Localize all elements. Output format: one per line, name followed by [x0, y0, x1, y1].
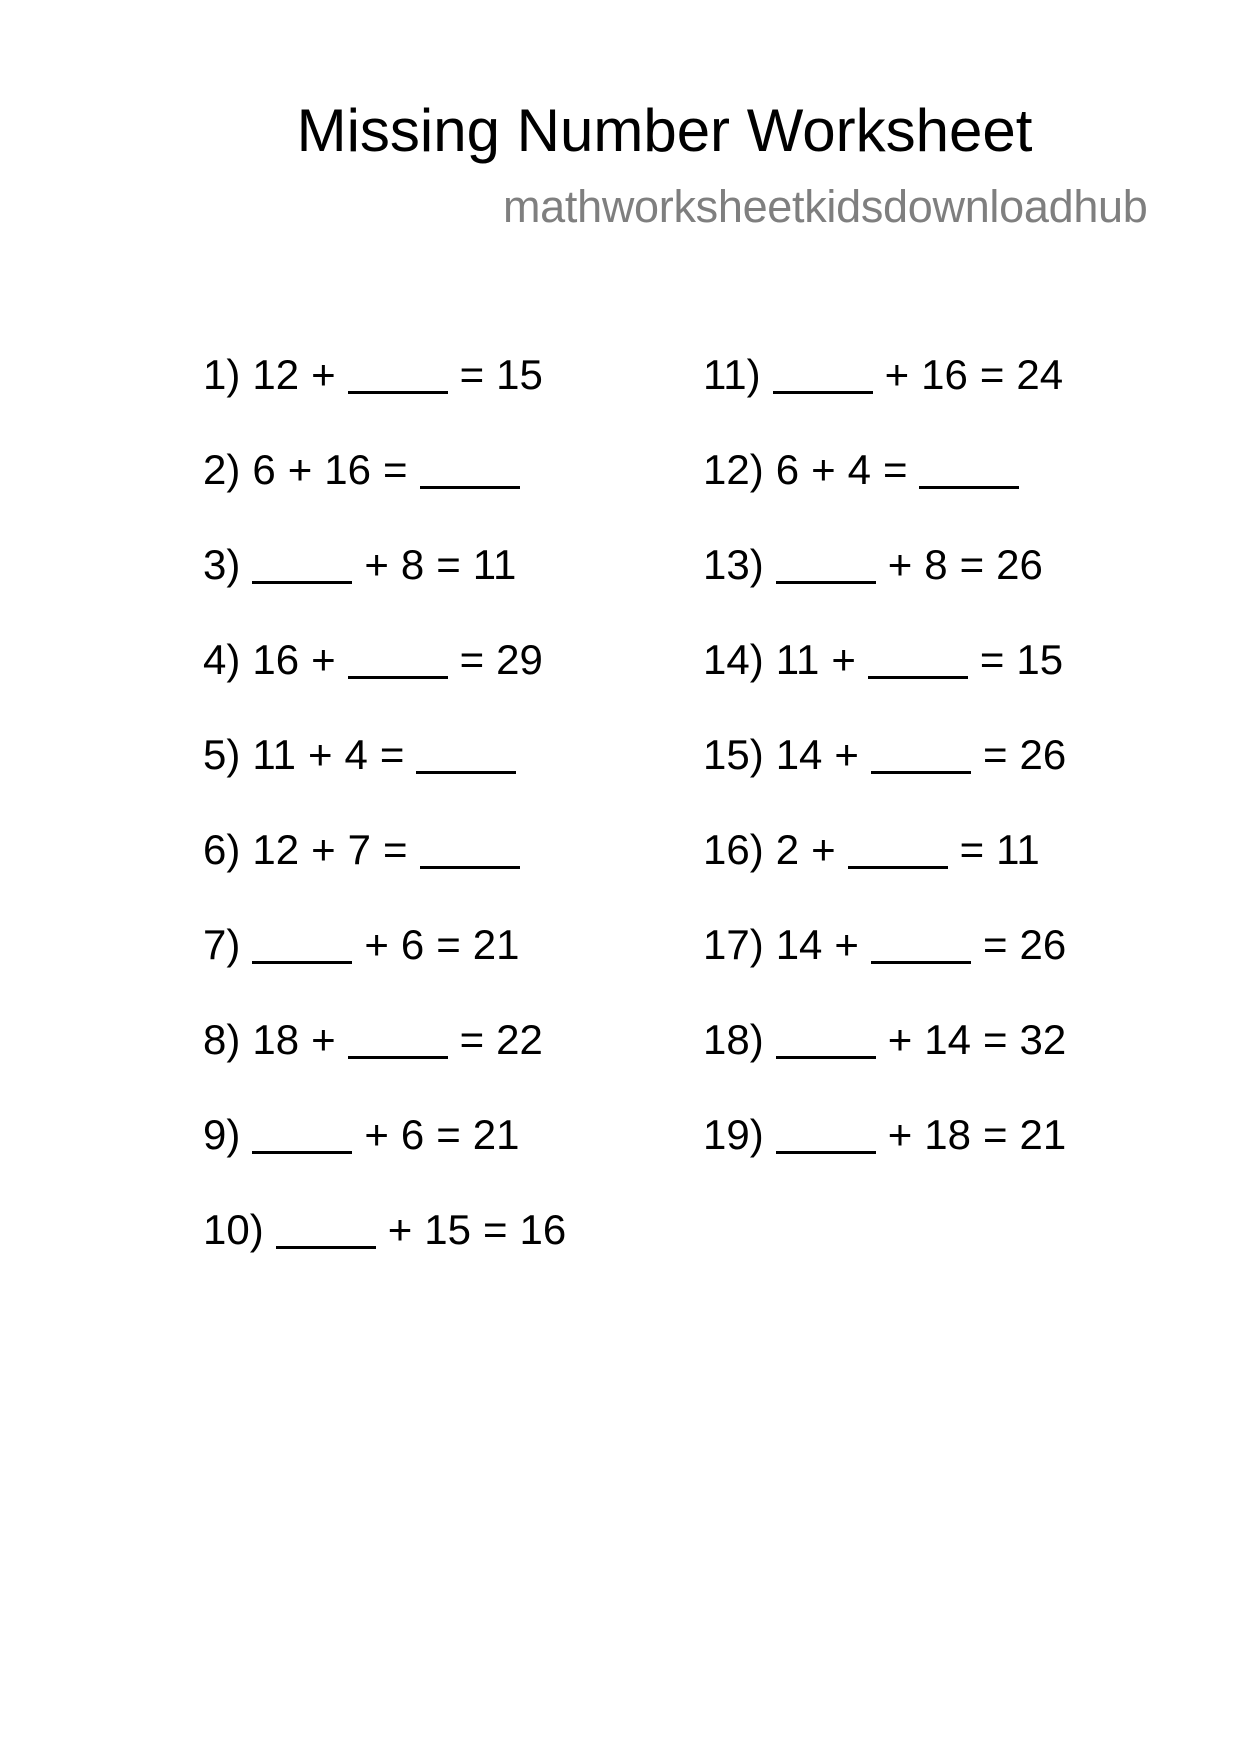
problem-row: [703, 350, 1078, 445]
equals-sign: =: [982, 1016, 1008, 1063]
operand: 16: [921, 351, 968, 398]
operand: 12: [252, 351, 300, 398]
operand: 4: [344, 731, 368, 778]
problem-number: 10): [203, 1206, 264, 1253]
operand: 6: [400, 1111, 425, 1158]
problem-number: 16): [703, 826, 764, 873]
operand: 6: [400, 921, 425, 968]
answer-blank[interactable]: [848, 825, 948, 869]
equals-sign: =: [982, 921, 1008, 968]
operand: 15: [424, 1206, 471, 1253]
operand: 15: [1016, 636, 1064, 683]
equals-sign: =: [459, 636, 485, 683]
answer-blank[interactable]: [871, 920, 971, 964]
answer-blank[interactable]: [420, 825, 520, 869]
plus-sign: +: [307, 731, 333, 778]
plus-sign: +: [831, 636, 856, 683]
operand: 2: [775, 826, 800, 873]
problem-number: 17): [703, 921, 764, 968]
operand: 11: [472, 541, 517, 588]
answer-blank[interactable]: [868, 635, 968, 679]
equals-sign: =: [979, 351, 1005, 398]
answer-blank[interactable]: [773, 350, 873, 394]
problem-row: [203, 1110, 578, 1205]
equals-sign: =: [382, 446, 408, 493]
operand: 7: [347, 826, 371, 873]
problem-number: 2): [203, 446, 241, 493]
answer-blank[interactable]: [276, 1205, 376, 1249]
plus-sign: +: [811, 826, 836, 873]
operand: 6: [252, 446, 276, 493]
problem-row: [203, 445, 578, 540]
problem-number: 3): [203, 541, 241, 588]
problem-column-left: [203, 350, 578, 1300]
plus-sign: +: [387, 1206, 413, 1253]
problem-number: 11): [703, 351, 761, 398]
operand: 21: [472, 1111, 520, 1158]
operand: 32: [1019, 1016, 1067, 1063]
plus-sign: +: [887, 1016, 913, 1063]
equals-sign: =: [382, 826, 408, 873]
problem-row: [203, 1205, 578, 1300]
problem-row: [703, 825, 1078, 920]
problem-row: [703, 1015, 1078, 1110]
answer-blank[interactable]: [252, 1110, 352, 1154]
problem-row: [203, 730, 578, 825]
plus-sign: +: [311, 1016, 336, 1063]
problem-row: [203, 920, 578, 1015]
operand: 8: [400, 541, 425, 588]
plus-sign: +: [887, 1111, 913, 1158]
answer-blank[interactable]: [348, 1015, 448, 1059]
equals-sign: =: [482, 1206, 508, 1253]
problem-number: 14): [703, 636, 764, 683]
operand: 16: [324, 446, 371, 493]
equals-sign: =: [959, 541, 985, 588]
operand: 14: [775, 731, 823, 778]
plus-sign: +: [311, 351, 336, 398]
equals-sign: =: [436, 921, 461, 968]
problem-row: [703, 540, 1078, 635]
answer-blank[interactable]: [348, 350, 448, 394]
operand: 29: [496, 636, 543, 683]
operand: 14: [775, 921, 823, 968]
problem-row: [203, 350, 578, 445]
problem-number: 6): [203, 826, 241, 873]
plus-sign: +: [311, 826, 336, 873]
operand: 11: [996, 826, 1040, 873]
problem-number: 13): [703, 541, 764, 588]
problem-number: 5): [203, 731, 241, 778]
problem-number: 4): [203, 636, 241, 683]
site-watermark: mathworksheetkidsdownloadhub: [503, 181, 1148, 232]
operand: 26: [996, 541, 1043, 588]
plus-sign: +: [287, 446, 313, 493]
problem-number: 1): [203, 351, 241, 398]
problem-row: [703, 445, 1078, 540]
answer-blank[interactable]: [871, 730, 971, 774]
operand: 24: [1016, 351, 1064, 398]
problem-number: 9): [203, 1111, 241, 1158]
answer-blank[interactable]: [776, 1015, 876, 1059]
operand: 11: [775, 636, 820, 683]
operand: 21: [472, 921, 520, 968]
operand: 4: [847, 446, 871, 493]
plus-sign: +: [834, 921, 859, 968]
operand: 14: [924, 1016, 971, 1063]
operand: 26: [1019, 731, 1067, 778]
operand: 16: [252, 636, 300, 683]
equals-sign: =: [979, 636, 1005, 683]
answer-blank[interactable]: [776, 540, 876, 584]
plus-sign: +: [811, 446, 836, 493]
operand: 8: [924, 541, 948, 588]
plus-sign: +: [884, 351, 910, 398]
operand: 26: [1019, 921, 1067, 968]
operand: 11: [252, 731, 296, 778]
answer-blank[interactable]: [252, 540, 352, 584]
equals-sign: =: [436, 1111, 461, 1158]
equals-sign: =: [982, 731, 1008, 778]
problem-row: [703, 920, 1078, 1015]
equals-sign: =: [459, 351, 485, 398]
answer-blank[interactable]: [919, 445, 1019, 489]
problem-number: 18): [703, 1016, 764, 1063]
operand: 18: [924, 1111, 971, 1158]
worksheet-title: Missing Number Worksheet: [296, 97, 1033, 164]
plus-sign: +: [311, 636, 336, 683]
problem-number: 7): [203, 921, 241, 968]
problem-number: 8): [203, 1016, 241, 1063]
operand: 18: [252, 1016, 300, 1063]
problem-row: [703, 730, 1078, 825]
plus-sign: +: [834, 731, 859, 778]
operand: 22: [496, 1016, 543, 1063]
plus-sign: +: [364, 541, 389, 588]
answer-blank[interactable]: [252, 920, 352, 964]
problem-row: [703, 635, 1078, 730]
operand: 21: [1019, 1111, 1067, 1158]
equals-sign: =: [982, 1111, 1008, 1158]
operand: 12: [252, 826, 300, 873]
answer-blank[interactable]: [348, 635, 448, 679]
operand: 6: [775, 446, 800, 493]
operand: 16: [519, 1206, 567, 1253]
problem-row: [703, 1110, 1078, 1205]
problem-row: [203, 1015, 578, 1110]
problem-row: [203, 825, 578, 920]
answer-blank[interactable]: [416, 730, 516, 774]
equals-sign: =: [379, 731, 405, 778]
plus-sign: +: [887, 541, 913, 588]
problem-number: 15): [703, 731, 764, 778]
plus-sign: +: [364, 1111, 389, 1158]
problem-number: 19): [703, 1111, 764, 1158]
operand: 15: [496, 351, 543, 398]
problem-row: [203, 635, 578, 730]
problem-number: 12): [703, 446, 764, 493]
equals-sign: =: [436, 541, 461, 588]
problem-column-right: [703, 350, 1078, 1205]
answer-blank[interactable]: [776, 1110, 876, 1154]
equals-sign: =: [459, 1016, 485, 1063]
plus-sign: +: [364, 921, 389, 968]
equals-sign: =: [882, 446, 908, 493]
answer-blank[interactable]: [420, 445, 520, 489]
equals-sign: =: [959, 826, 985, 873]
problem-row: [203, 540, 578, 635]
